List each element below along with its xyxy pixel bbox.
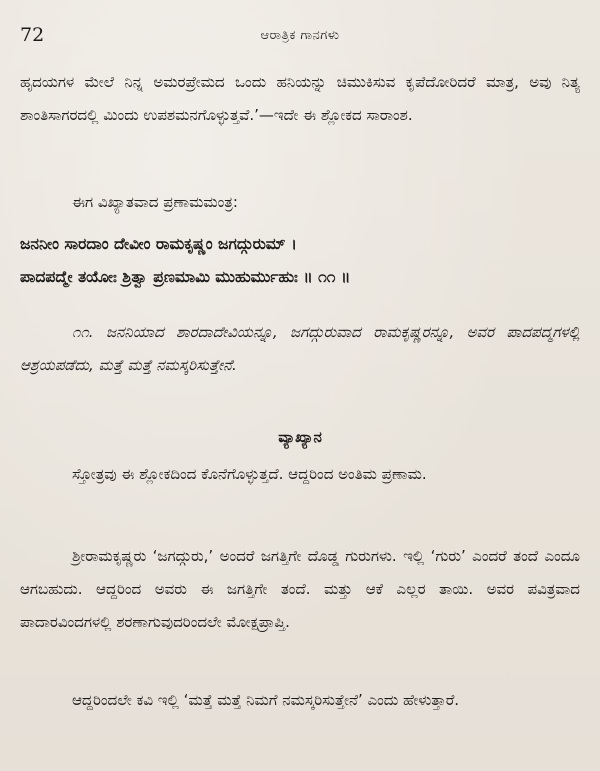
- paragraph-summary: ಹೃದಯಗಳ ಮೇಲೆ ನಿನ್ನ ಅಮರಪ್ರೇಮದ ಒಂದು ಹನಿಯನ್ನು ಚಿಮುಕಿಸುವ ಕೃಪೆದೋರಿದರೆ ಮಾತ್ರ, ಅವು ನಿತ್ಯ ಶಾಂತಿಸಾಗರದಲ್ಲಿ ಮಿಂದು ಉಪಶಮನಗೊಳ್ಳುತ್ತವೆ.’—ಇದೇ ಈ ಶ್ಲೋಕದ ಸಾರಾಂಶ.: [20, 73, 581, 124]
- verse-block: [20, 228, 580, 294]
- verse-line-1: ಜನನೀಂ ಸಾರದಾಂ ದೇವೀಂ ರಾಮಕೃಷ್ಣಂ ಜಗದ್ಗುರುಮ್ ।: [20, 235, 297, 253]
- paragraph-commentary-1: ಸ್ತೋತ್ರವು ಈ ಶ್ಲೋಕದಿಂದ ಕೊನೆಗೊಳ್ಳುತ್ತದೆ. ಆದ್ದರಿಂದ ಅಂತಿಮ ಪ್ರಣಾಮ.: [72, 465, 427, 483]
- page-number: 72: [20, 24, 45, 46]
- paragraph-commentary-3: ಆದ್ದರಿಂದಲೇ ಕವಿ ಇಲ್ಲಿ ‘ಮತ್ತೆ ಮತ್ತೆ ನಿಮಗೆ ನಮಸ್ಕರಿಸುತ್ತೇನೆ’ ಎಂದು ಹೇಳುತ್ತಾರೆ.: [72, 691, 460, 709]
- paragraph-commentary-2: ಶ್ರೀರಾಮಕೃಷ್ಣರು ‘ಜಗದ್ಗುರು,’ ಅಂದರೆ ಜಗತ್ತಿಗೇ ದೊಡ್ಡ ಗುರುಗಳು. ಇಲ್ಲಿ ‘ಗುರು’ ಎಂದರೆ ತಂದೆ ಎಂದೂ ಆಗಬಹುದು. ಆದ್ದರಿಂದ ಅವರು ಈ ಜಗತ್ತಿಗೇ ತಂದೆ. ಮತ್ತು ಆಕೆ ಎಲ್ಲರ ತಾಯಿ. ಅವರ ಪವಿತ್ರವಾದ ಪಾದಾರವಿಂದಗಳಲ್ಲಿ ಶರಣಾಗುವುದರಿಂದಲೇ ಮೋಕ್ಷಪ್ರಾಪ್ತಿ.: [20, 547, 580, 631]
- verse-line-2: ಪಾದಪದ್ಮೇ ತಯೋಃ ಶ್ರಿತ್ವಾ ಪ್ರಣಮಾಮಿ ಮುಹುರ್ಮುಹುಃ ॥ ೧೧ ॥: [20, 268, 351, 286]
- verse-translation: ೧೧. ಜನನಿಯಾದ ಶಾರದಾದೇವಿಯನ್ನೂ, ಜಗದ್ಗುರುವಾದ ರಾಮಕೃಷ್ಣರನ್ನೂ, ಅವರ ಪಾದಪದ್ಮಗಳಲ್ಲಿ ಆಶ್ರಯಪಡೆದು, ಮತ್ತೆ ಮತ್ತೆ ನಮಸ್ಕರಿಸುತ್ತೇನೆ.: [20, 323, 580, 374]
- page-header: [20, 24, 580, 50]
- running-title: ಆರಾತ್ರಿಕ ಗಾನಗಳು: [260, 28, 340, 43]
- paragraph-mantra-intro: ಈಗ ವಿಖ್ಯಾತವಾದ ಪ್ರಣಾಮಮಂತ್ರ:: [72, 193, 238, 211]
- section-heading: ವ್ಯಾಖ್ಯಾನ: [278, 428, 322, 446]
